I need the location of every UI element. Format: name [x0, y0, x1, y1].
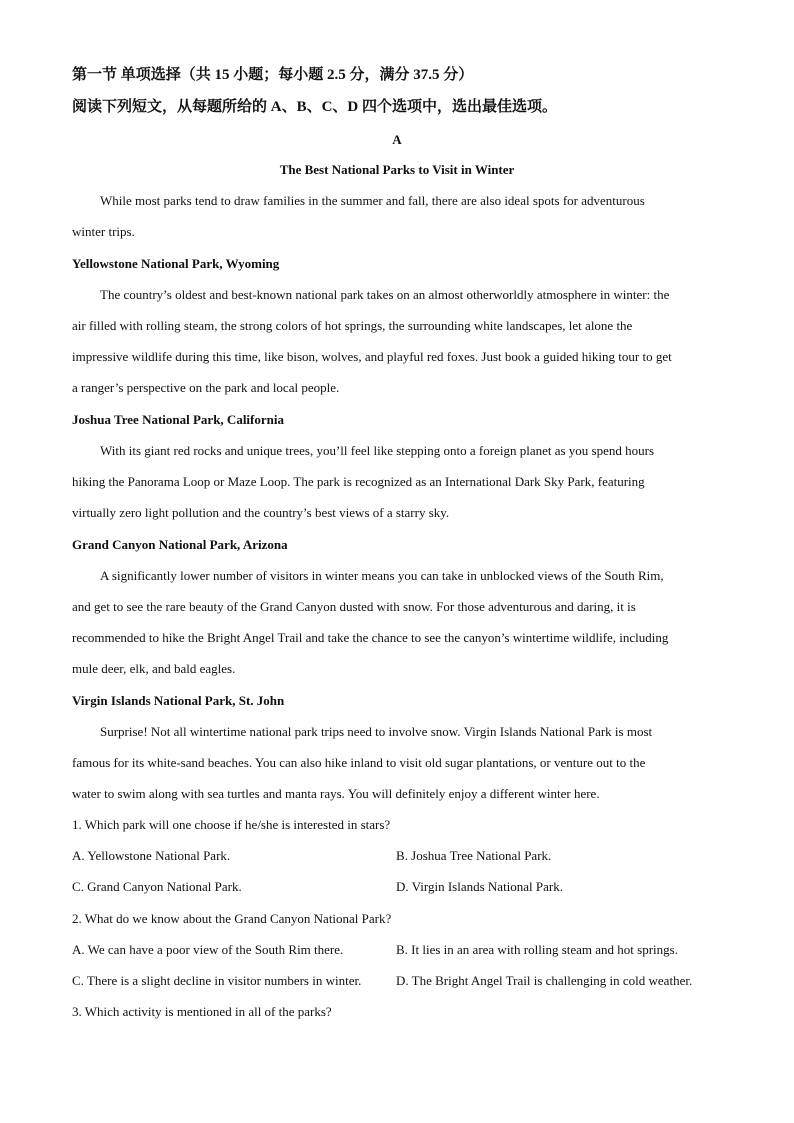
passage-letter: A: [392, 132, 402, 147]
park-heading-joshua-tree: Joshua Tree National Park, California: [72, 412, 284, 427]
park-heading-virgin-islands: Virgin Islands National Park, St. John: [72, 693, 285, 708]
question-1-option-a: A. Yellowstone National Park.: [72, 848, 231, 863]
question-3-stem: 3. Which activity is mentioned in all of the parks?: [72, 1004, 332, 1019]
paragraph-line: a ranger’s perspective on the park and local people.: [72, 380, 340, 395]
intro-line: While most parks tend to draw families in the summer and fall, there are also ideal spots for adventurous: [100, 193, 645, 208]
paragraph-line: hiking the Panorama Loop or Maze Loop. The park is recognized as an International Dark Sky Park, featuring: [72, 474, 645, 489]
question-1-stem: 1. Which park will one choose if he/she is interested in stars?: [72, 817, 391, 832]
park-heading-yellowstone: Yellowstone National Park, Wyoming: [72, 256, 280, 271]
paragraph-line: recommended to hike the Bright Angel Trail and take the chance to see the canyon’s wintertime wildlife, including: [72, 630, 669, 645]
paragraph-line: impressive wildlife during this time, like bison, wolves, and playful red foxes. Just book a guided hiking tour to get: [72, 349, 672, 364]
question-2-option-c: C. There is a slight decline in visitor numbers in winter.: [72, 973, 362, 988]
question-1-option-c: C. Grand Canyon National Park.: [72, 879, 242, 894]
section-instruction: 阅读下列短文，从每题所给的 A、B、C、D 四个选项中，选出最佳选项。: [72, 99, 558, 115]
question-2-option-a: A. We can have a poor view of the South Rim there.: [72, 942, 344, 957]
paragraph-line: water to swim along with sea turtles and manta rays. You will definitely enjoy a different winter here.: [72, 786, 600, 801]
question-2-option-b: B. It lies in an area with rolling steam and hot springs.: [396, 942, 678, 957]
question-2-stem: 2. What do we know about the Grand Canyon National Park?: [72, 911, 392, 926]
question-1-option-d: D. Virgin Islands National Park.: [396, 879, 564, 894]
passage-title: The Best National Parks to Visit in Winter: [279, 162, 515, 177]
paragraph-line: mule deer, elk, and bald eagles.: [72, 661, 236, 676]
paragraph-line: A significantly lower number of visitors in winter means you can take in unblocked views of the South Rim,: [100, 568, 664, 583]
paragraph-line: famous for its white-sand beaches. You can also hike inland to visit old sugar plantations, or venture out to the: [72, 755, 646, 770]
section-heading: 第一节 单项选择（共 15 小题；每小题 2.5 分，满分 37.5 分）: [72, 67, 474, 83]
question-2-option-d: D. The Bright Angel Trail is challenging in cold weather.: [396, 973, 693, 988]
paragraph-line: The country’s oldest and best-known national park takes on an almost otherworldly atmosphere in winter: the: [100, 287, 670, 302]
park-heading-grand-canyon: Grand Canyon National Park, Arizona: [72, 537, 288, 552]
paragraph-line: Surprise! Not all wintertime national park trips need to involve snow. Virgin Islands National Park is most: [100, 724, 653, 739]
paragraph-line: virtually zero light pollution and the country’s best views of a starry sky.: [72, 505, 450, 520]
paragraph-line: air filled with rolling steam, the strong colors of hot springs, the surrounding white landscapes, let alone the: [72, 318, 633, 333]
paragraph-line: With its giant red rocks and unique trees, you’ll feel like stepping onto a foreign planet as you spend hours: [100, 443, 655, 458]
question-1-option-b: B. Joshua Tree National Park.: [396, 848, 552, 863]
paragraph-line: and get to see the rare beauty of the Grand Canyon dusted with snow. For those adventurous and daring, it is: [72, 599, 636, 614]
intro-line: winter trips.: [72, 224, 135, 239]
